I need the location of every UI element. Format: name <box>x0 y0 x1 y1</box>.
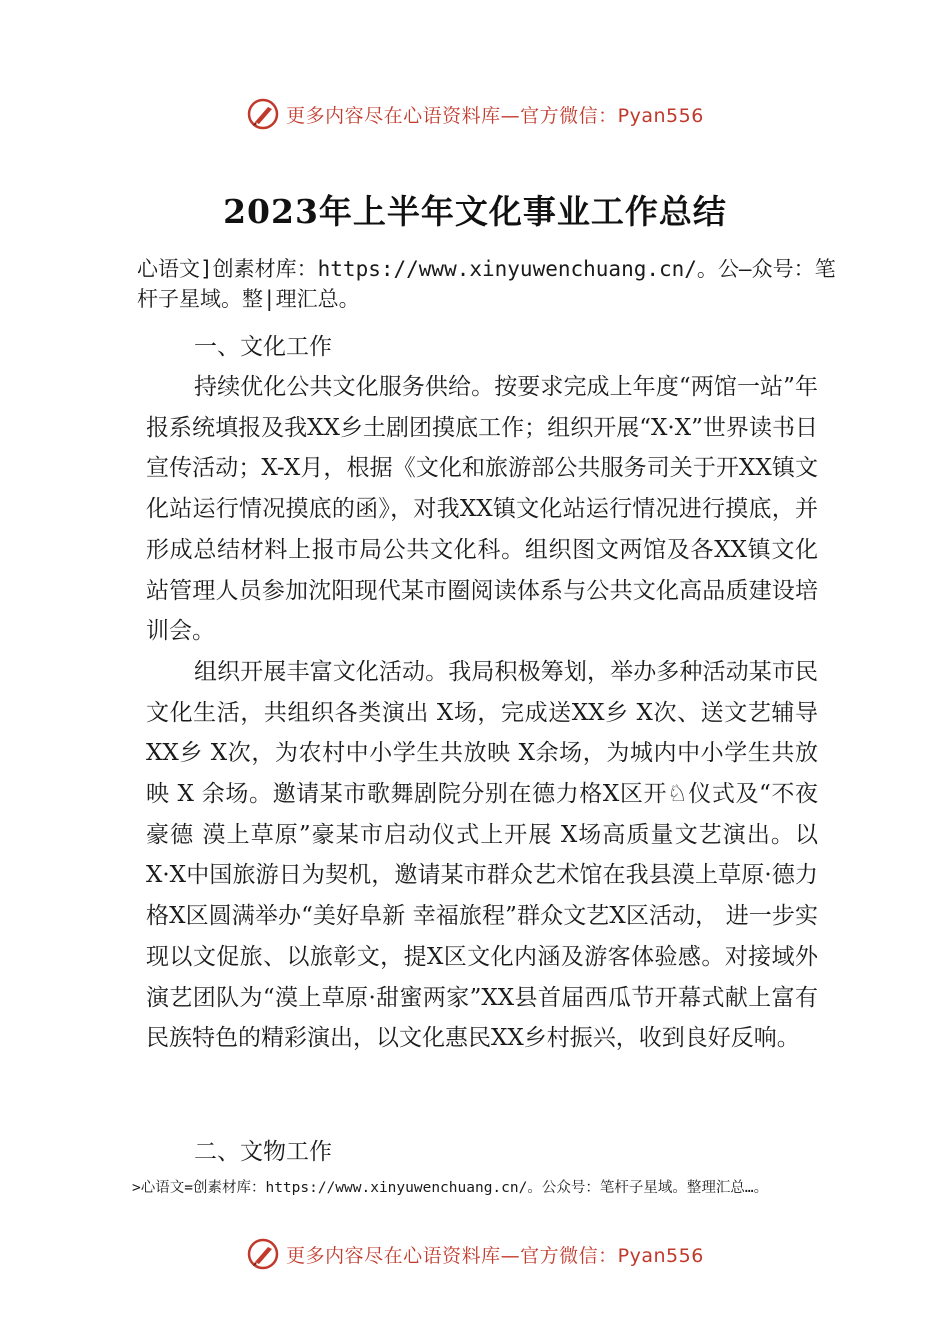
section-heading-culture: 一、文化工作 <box>194 334 332 360</box>
paragraph-public-service: 持续优化公共文化服务供给。按要求完成上年度“两馆一站”年报系统填报及我XX乡土剧团摸底工作；组织开展“X·X”世界读书日宣传活动；X-X月，根据《文化和旅游部公共服务司关于开XX镇文化站运行情况摸底的函》，对我XX镇文化站运行情况进行摸底，并形成总结材料上报市局公共文化科。组织图文两馆及各XX镇文化站管理人员参加沈阳现代某市圈阅读体系与公共文化高品质建设培训会。 <box>146 374 818 645</box>
document-title: 2023年上半年文化事业工作总结 <box>223 192 727 231</box>
source-line: 心语文]创素材库：https://www.xinyuwenchuang.cn/。公—众号：笔杆子星域。整|理汇总。 <box>137 257 836 311</box>
body-text <box>146 367 818 1059</box>
paragraph-cultural-activities: 组织开展丰富文化活动。我局积极筹划，举办多种活动某市民文化生活，共组织各类演出 X场，完成送XX乡 X次、送文艺辅导XX乡 X次，为农村中小学生共放映 X余场，为城内中小学生共放映 X 余场。邀请某市歌舞剧院分别在德力格X区开♘仪式及“不夜豪德 漠上草原”豪某市启动仪式上开展 X场高质量文艺演出。以 X·X中国旅游日为契机，邀请某市群众艺术馆在我县漠上草原·德力格X区圆满举办“美好阜新 幸福旅程”群众文艺X区活动， 进一步实现以文促旅、以旅彰文，提X区文化内涵及游客体验感。对接域外演艺团队为“漠上草原·甜蜜两家”XX县首届西瓜节开幕式献上富有民族特色的精彩演出，以文化惠民XX乡村振兴，收到良好反响。 <box>146 658 818 1052</box>
quill-logo-icon <box>246 97 280 131</box>
wechat-id: Pyan556 <box>617 1244 704 1267</box>
quill-logo-icon <box>246 1237 280 1271</box>
footer-source-line: >心语文=创素材库：https://www.xinyuwenchuang.cn/。公众号：笔杆子星域。整理汇总…。 <box>132 1180 769 1196</box>
banner-text: 更多内容尽在心语资料库—官方微信：Pyan556 <box>286 104 704 127</box>
bottom-watermark-banner <box>0 1232 950 1276</box>
banner-text: 更多内容尽在心语资料库—官方微信：Pyan556 <box>286 1244 704 1267</box>
section-heading-relics: 二、文物工作 <box>194 1139 332 1165</box>
top-watermark-banner <box>0 92 950 136</box>
wechat-id: Pyan556 <box>617 104 704 127</box>
